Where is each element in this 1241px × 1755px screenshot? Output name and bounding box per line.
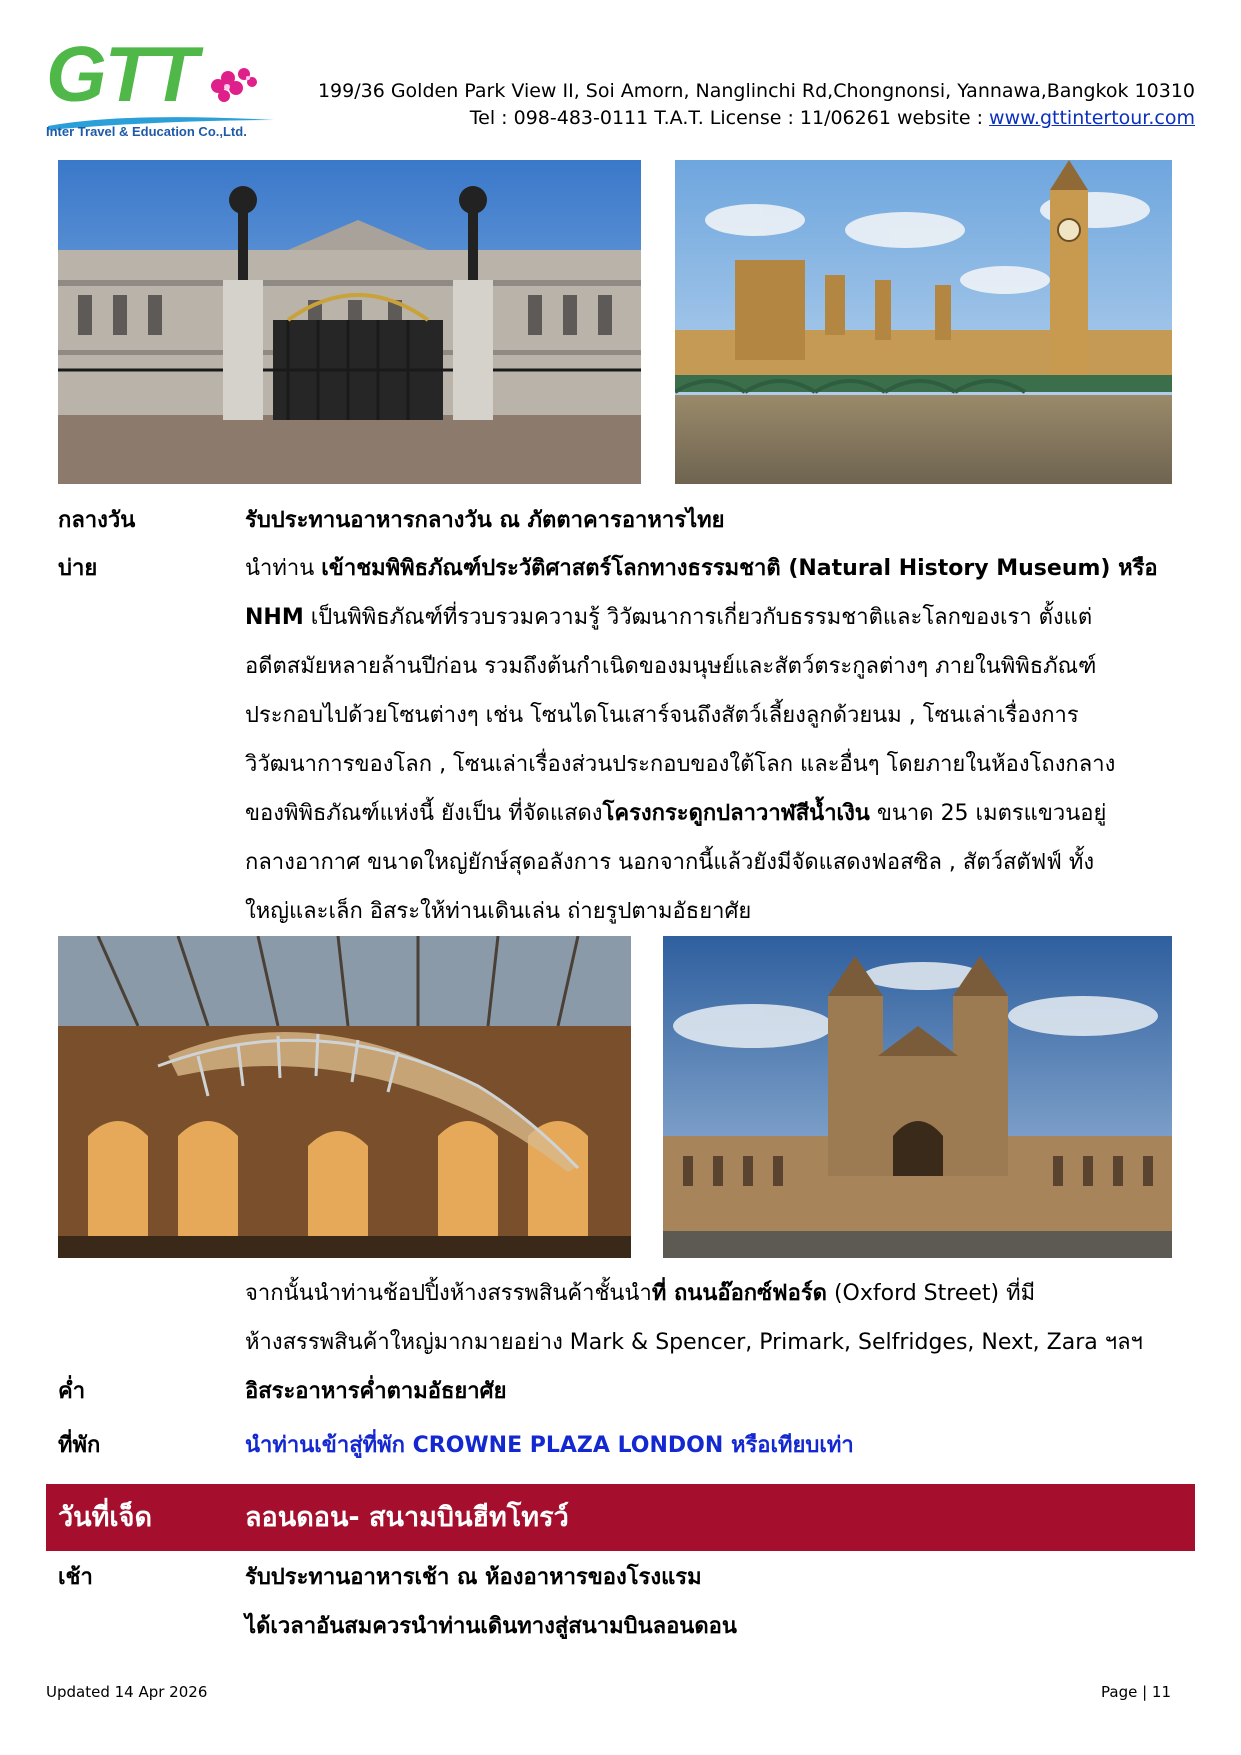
breakfast-text bbox=[245, 1553, 1183, 1651]
lunch-text: รับประทานอาหารกลางวัน ณ ภัตตาคารอาหารไทย bbox=[245, 508, 725, 533]
paragraph-line bbox=[245, 593, 1183, 642]
contact-line bbox=[318, 105, 1195, 132]
text-run: ของพิพิธภัณฑ์แห่งนี้ ยังเป็น ที่จัดแสดง bbox=[245, 801, 603, 826]
paragraph-line: กลางอากาศ ขนาดใหญ่ยักษ์สุดอลังการ นอกจากนี้แล้วยังมีจัดแสดงฟอสซิล , สัตว์สตัฟฟ์ ทั้ง bbox=[245, 850, 1095, 875]
text-run: เป็นพิพิธภัณฑ์ที่รวบรวมความรู้ วิวัฒนาการเกี่ยวกับธรรมชาติและโลกของเรา ตั้งแต่ bbox=[303, 605, 1093, 630]
whale-skeleton-highlight: โครงกระดูกปลาวาฬสีน้ำเงิน bbox=[602, 801, 870, 826]
day-title: ลอนดอน- สนามบินฮีทโทรว์ bbox=[245, 1502, 569, 1533]
departure-line: ได้เวลาอันสมควรนำท่านเดินทางสู่สนามบินลอนดอน bbox=[245, 1614, 737, 1639]
footer-updated: Updated 14 Apr 2026 bbox=[46, 1683, 208, 1701]
oxford-street-highlight: ที่ ถนนอ๊อกซ์ฟอร์ด bbox=[651, 1281, 827, 1306]
paragraph-line: ใหญ่และเล็ก อิสระให้ท่านเดินเล่น ถ่ายรูปตามอัธยาศัย bbox=[245, 899, 752, 924]
afternoon-description bbox=[245, 544, 1183, 936]
paragraph-line bbox=[245, 1269, 1183, 1318]
natural-history-museum-exterior-photo bbox=[663, 936, 1172, 1258]
paragraph-line: วิวัฒนาการของโลก , โซนเล่าเรื่องส่วนประกอบของใต้โลก และอื่นๆ โดยภายในห้องโถงกลาง bbox=[245, 752, 1116, 777]
text-run: ขนาด 25 เมตรแขวนอยู่ bbox=[869, 801, 1107, 826]
time-label-lunch: กลางวัน bbox=[58, 508, 136, 533]
paragraph-line: อดีตสมัยหลายล้านปีก่อน รวมถึงต้นกำเนิดของมนุษย์และสัตว์ตระกูลต่างๆ ภายในพิพิธภัณฑ์ bbox=[245, 654, 1097, 679]
company-address bbox=[318, 78, 1195, 132]
buckingham-palace-photo bbox=[58, 160, 641, 484]
website-link[interactable]: www.gttintertour.com bbox=[989, 107, 1195, 129]
breakfast-line: รับประทานอาหารเช้า ณ ห้องอาหารของโรงแรม bbox=[245, 1565, 702, 1590]
paragraph-line bbox=[245, 544, 1183, 593]
time-label-hotel: ที่พัก bbox=[58, 1433, 101, 1458]
address-line: 199/36 Golden Park View II, Soi Amorn, Nanglinchi Rd,Chongnonsi, Yannawa,Bangkok 10310 bbox=[317, 80, 1195, 102]
westminster-big-ben-photo bbox=[675, 160, 1172, 484]
time-label-dinner: ค่ำ bbox=[58, 1379, 86, 1404]
time-label-afternoon: บ่าย bbox=[58, 556, 98, 581]
museum-hall-whale-photo bbox=[58, 936, 631, 1258]
text-run: (Oxford Street) ที่มี bbox=[826, 1281, 1036, 1306]
museum-name: เข้าชมพิพิธภัณฑ์ประวัติศาสตร์โลกทางธรรมชาติ (Natural History Museum) หรือ bbox=[321, 556, 1158, 581]
logo-subtitle: Inter Travel & Education Co.,Ltd. bbox=[46, 124, 247, 139]
logo-text: GTT bbox=[46, 30, 196, 118]
contact-text: Tel : 098-483-0111 T.A.T. License : 11/06261 website : bbox=[469, 107, 990, 129]
shopping-description bbox=[245, 1269, 1183, 1367]
paragraph-line: ประกอบไปด้วยโซนต่างๆ เช่น โซนไดโนเสาร์จนถึงสัตว์เลี้ยงลูกด้วยนม , โซนเล่าเรื่องการ bbox=[245, 703, 1079, 728]
hotel-text: นำท่านเข้าสู่ที่พัก CROWNE PLAZA LONDON หรือเทียบเท่า bbox=[245, 1433, 854, 1458]
text-run: นำท่าน bbox=[245, 556, 322, 581]
paragraph-line: ห้างสรรพสินค้าใหญ่มากมายอย่าง Mark & Spencer, Primark, Selfridges, Next, Zara ฯลฯ bbox=[245, 1330, 1143, 1355]
paragraph-line bbox=[245, 789, 1183, 838]
company-logo bbox=[46, 30, 247, 144]
time-label-breakfast: เช้า bbox=[58, 1565, 93, 1590]
museum-abbr: NHM bbox=[245, 605, 304, 630]
text-run: จากนั้นนำท่านช้อปปิ้งห้างสรรพสินค้าชั้นนำ bbox=[245, 1281, 652, 1306]
day-label: วันที่เจ็ด bbox=[58, 1502, 152, 1533]
orchid-icon bbox=[196, 56, 266, 116]
footer-page-number: Page | 11 bbox=[1101, 1683, 1171, 1701]
dinner-text: อิสระอาหารค่ำตามอัธยาศัย bbox=[245, 1379, 507, 1404]
day-seven-header bbox=[46, 1484, 1195, 1551]
